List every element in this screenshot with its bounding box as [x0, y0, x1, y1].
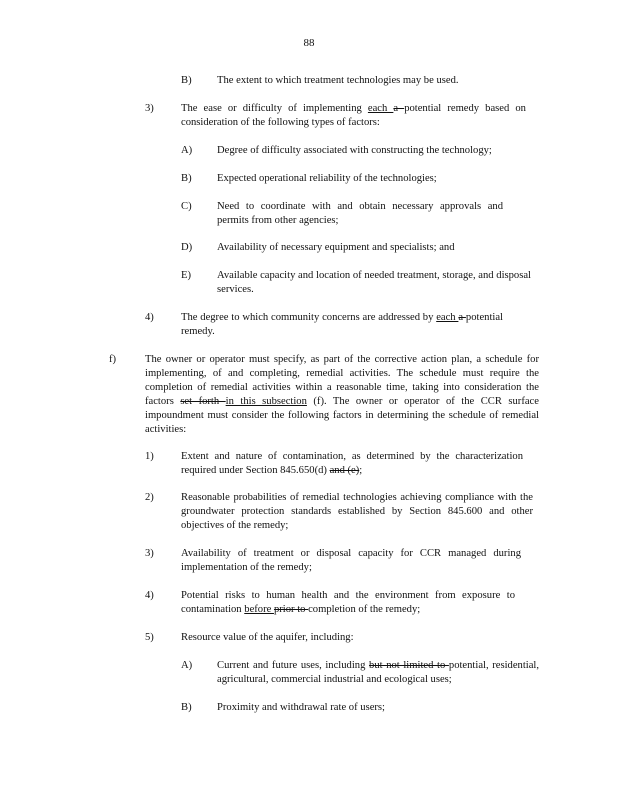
item-text: The ease or difficulty of implementing each a potential remedy based on consideration of the following types of factors:	[181, 103, 526, 128]
inserted-text: before	[244, 604, 274, 615]
item-text: Current and future uses, including but not limited to potential, residential, agricultural, commercial industrial and ecological uses;	[217, 660, 540, 685]
item-text: Need to coordinate with and obtain necessary approvals and permits from other agencies;	[217, 201, 503, 226]
item-marker: B)	[181, 702, 192, 713]
deleted-text: a	[393, 103, 405, 114]
item-text: Available capacity and location of needed treatment, storage, and disposal services.	[217, 270, 531, 295]
item-marker: B)	[181, 75, 192, 86]
deleted-text: prior to	[273, 604, 309, 615]
item-text: Potential risks to human health and the environment from exposure to contamination before prior to completion of the remedy;	[181, 590, 515, 615]
item-text: The degree to which community concerns are addressed by each a potential remedy.	[181, 312, 503, 337]
item-marker: 3)	[145, 103, 154, 114]
item-marker: A)	[181, 660, 193, 671]
deleted-text: a	[458, 312, 466, 323]
item-text: Availability of treatment or disposal capacity for CCR managed during implementation of the remedy;	[181, 548, 521, 573]
item-text: Availability of necessary equipment and specialists; and	[217, 242, 455, 253]
inserted-text: each	[367, 103, 394, 114]
item-text: Extent and nature of contamination, as determined by the characterization required under Section 845.650(d) and (e);	[181, 451, 523, 476]
page-number: 88	[303, 37, 315, 49]
item-marker: A)	[181, 145, 193, 156]
item-marker: D)	[181, 242, 193, 253]
deleted-text: set forth	[180, 396, 226, 407]
item-text: Degree of difficulty associated with constructing the technology;	[217, 145, 492, 156]
inserted-text: in this subsection	[225, 396, 307, 407]
item-text: Reasonable probabilities of remedial technologies achieving compliance with the groundwater protection standards established by Section 845.600 and other objectives of the remedy;	[181, 492, 533, 531]
item-text: Expected operational reliability of the technologies;	[217, 173, 437, 184]
item-text: The extent to which treatment technologies may be used.	[217, 75, 459, 86]
item-text: Proximity and withdrawal rate of users;	[217, 702, 385, 713]
item-marker: B)	[181, 173, 192, 184]
item-marker: C)	[181, 201, 192, 212]
item-text: Resource value of the aquifer, including:	[181, 632, 354, 643]
deleted-text: and (e)	[329, 465, 360, 476]
inserted-text: each	[436, 312, 459, 323]
item-text: The owner or operator must specify, as part of the corrective action plan, a schedule for implementing, of and completing, remedial activities. The schedule must require the completion of remedial activities within a reasonable time, taking into consideration the factors set forth in this subsection (f). The owner or operator of the CCR surface impoundment must consider the following factors in determining the schedule of remedial activities:	[145, 354, 539, 435]
item-marker: 4)	[145, 312, 154, 323]
item-marker: 2)	[145, 492, 154, 503]
item-marker: 1)	[145, 451, 154, 462]
item-marker: 3)	[145, 548, 154, 559]
item-marker: E)	[181, 270, 191, 281]
item-marker: f)	[109, 354, 117, 365]
deleted-text: but not limited to	[369, 660, 449, 671]
item-marker: 4)	[145, 590, 154, 601]
item-marker: 5)	[145, 632, 154, 643]
